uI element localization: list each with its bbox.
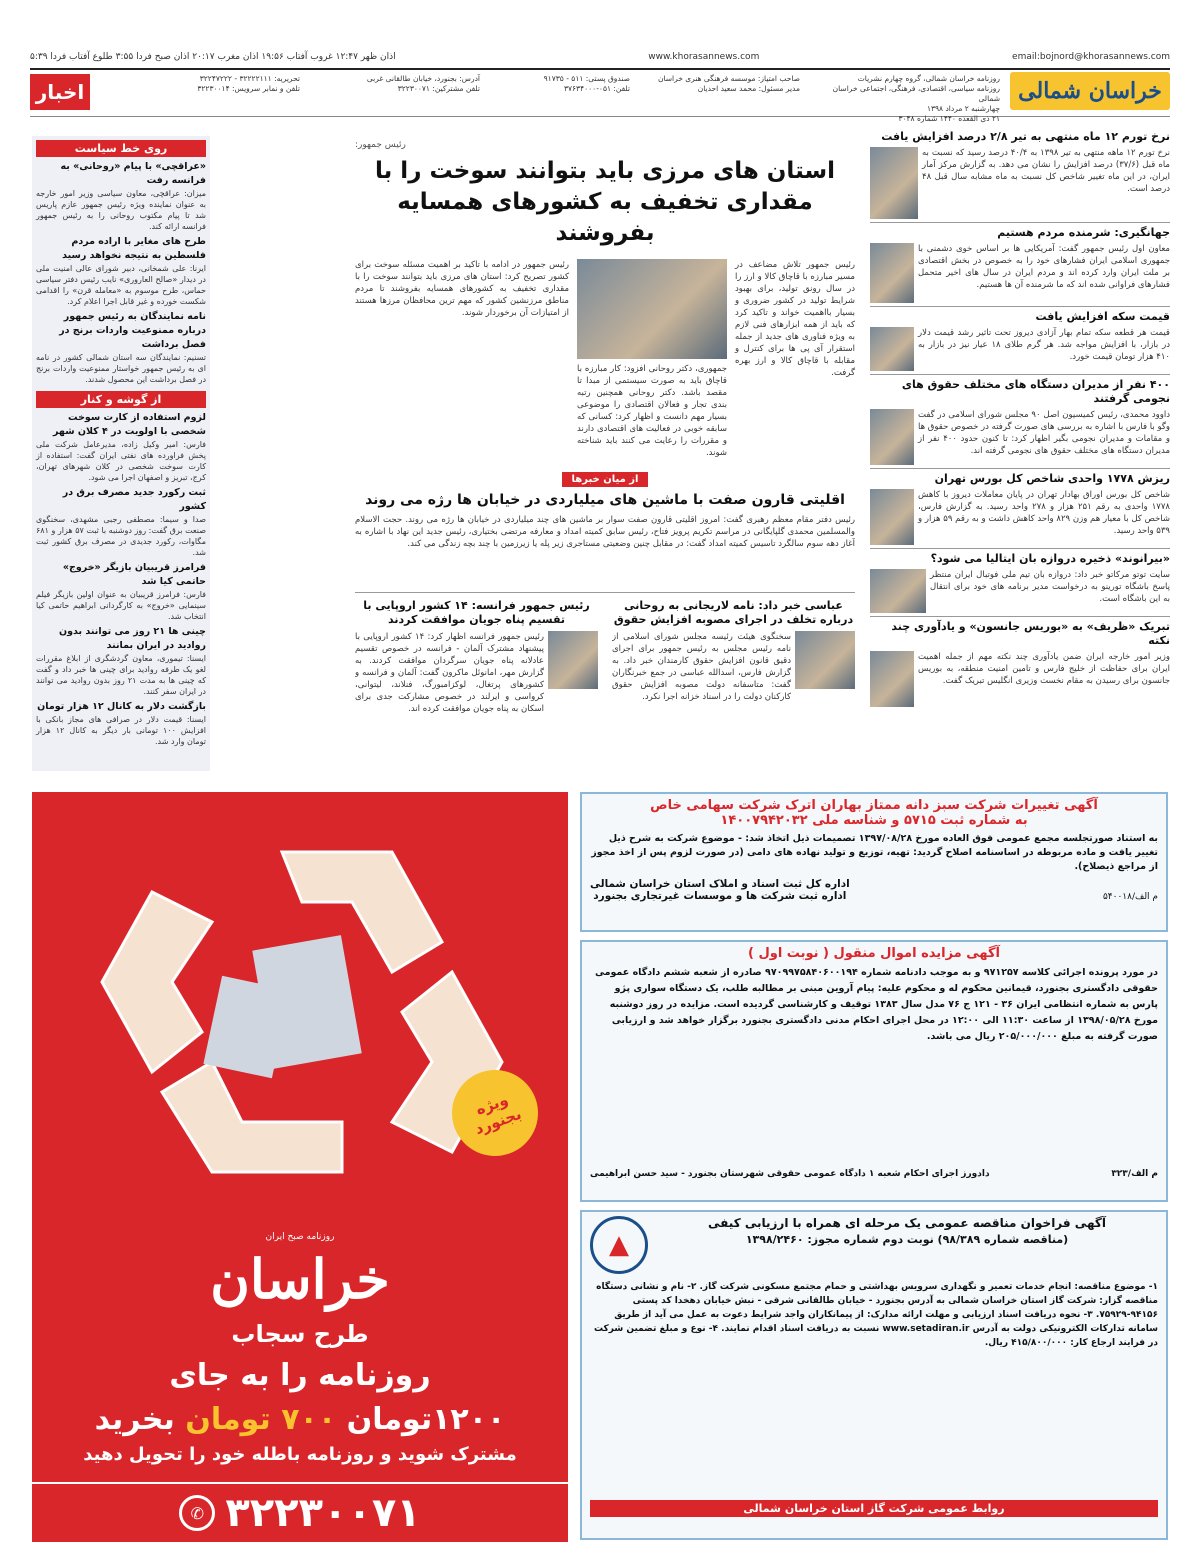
- masthead-info-2: صاحب امتیاز: موسسه فرهنگی هنری خراسان مدیر مسئول: محمد سعید احدیان: [657, 74, 800, 93]
- buy-text: بخرید: [94, 1402, 175, 1437]
- notice-title: آگهی تغییرات شرکت سبز دانه ممتاز بهاران اترک شرکت سهامی خاص: [650, 798, 1098, 813]
- news-photo: [870, 327, 914, 371]
- brief-title[interactable]: «عراقچی» با پیام «روحانی» به فرانسه رفت: [60, 161, 206, 186]
- sub-headline[interactable]: اقلیتی قارون صفت با ماشین های میلیاردی در خیابان ها رژه می روند: [365, 492, 845, 508]
- khorasan-logo: خراسان: [210, 1247, 390, 1311]
- tag-label: از میان خبرها: [562, 472, 649, 487]
- notice-sub: به شماره ثبت ۵۷۱۵ و شناسه ملی ۱۴۰۰۷۹۴۲۰۳۲: [720, 813, 1028, 828]
- brief-text: میزان: عراقچی، معاون سیاسی وزیر امور خارجه به عنوان نماینده ویژه رئیس جمهور عازم پاریس شد تا پیام مکتوب روحانی را به رئیس جمهور فرانسه ارائه کند.: [36, 189, 206, 231]
- brief-text: ایرنا: علی شمخانی، دبیر شورای عالی امنیت ملی در دیدار «صالح العاروری» نایب رئیس دفتر سیاسی حماس، طرح موسوم به «معامله قرن» را اقدامی شکست خورده و غیر قابل اجرا اعلام کرد.: [36, 264, 206, 306]
- tender-sub: (مناقصه شماره ۹۸/۳۸۹) نوبت دوم شماره مجوز: ۱۳۹۸/۲۴۶۰: [745, 1233, 1069, 1246]
- news-text: قیمت هر قطعه سکه تمام بهار آزادی دیروز تحت تاثیر رشد قیمت دلار در بازار، با افزایش مواجه شد. هر گرم طلای ۱۸ عیار نیز در بازار به ۴۱۰ هزار تومان قیمت خورد.: [918, 328, 1170, 362]
- brief-text: فارس: فرامرز قریبیان به عنوان اولین بازیگر فیلم سینمایی «خروج» به کارگردانی ابراهیم حاتمی کیا انتخاب شد.: [36, 590, 206, 621]
- ad-line-1: روزنامه را به جای: [169, 1358, 431, 1393]
- masthead-info-4: آدرس: بجنورد، خیابان طالقانی غربی تلفن مشترکین: ۳۲۲۳۰۰۷۱: [366, 74, 480, 93]
- special-badge: ویژه بجنورد: [440, 1058, 550, 1168]
- story-photo: [795, 631, 855, 689]
- brief-title[interactable]: بازگشت دلار به کانال ۱۲ هزار تومان: [37, 701, 206, 712]
- lead-col-3: رئیس جمهور در ادامه با تاکید بر اهمیت مسئله سوخت برای کشور تصریح کرد: استان های مرزی باید بتوانند سوخت را با مقداری تخفیف به کشورهای همسایه بفروشند تا مردم مناطق مرزنشین کشور که مهم ترین محافظان مرزها هستند از امتیازات آن برخوردار شوند.: [355, 260, 569, 318]
- news-photo: [870, 489, 914, 545]
- left-column: [32, 136, 210, 771]
- news-photo: [870, 243, 914, 303]
- news-title[interactable]: ریزش ۱۷۷۸ واحدی شاخص کل بورس تهران: [934, 472, 1170, 485]
- section-title: روی خط سیاست: [36, 140, 206, 157]
- news-title[interactable]: ۴۰۰ نفر از مدیران دستگاه های مختلف حقوق های نجومی گرفتند: [901, 378, 1170, 405]
- masthead-info-3: صندوق پستی: ۵۱۱ - ۹۱۷۳۵ تلفن: ۰۵۱-۳۷۶۳۴۰۰۰: [543, 74, 630, 93]
- news-photo: [870, 569, 926, 613]
- news-text: سایت توتو مرکاتو خبر داد: دروازه بان تیم ملی فوتبال ایران منتظر پاسخ باشگاه تورینو به درخواست مدیر برنامه های خود برای انتقال به این باشگاه است.: [930, 570, 1170, 604]
- new-price: ۷۰۰ تومان: [185, 1402, 337, 1437]
- auction-text: در مورد پرونده اجرائی کلاسه ۹۷۱۲۵۷ و به موجب دادنامه شماره ۹۷۰۹۹۷۵۸۴۰۶۰۰۱۹۴ صادره از شعبه ششم دادگاه عمومی حقوقی دادگستری بجنورد، قیمانین محکوم له و محکوم علیه: پیام آروین مبنی بر مطالبه طلب، یک دستگاه سواری پژو پارس به شماره انتظامی ایران ۳۶ - ۱۲۱ ج ۷۶ مدل سال ۱۳۸۳ توقیف و کارشناسی گردیده است. مزایده در روز دوشنبه مورخ ۱۳۹۸/۰۵/۲۸ از ساعت ۱۱:۳۰ الی ۱۲:۰۰ در محل اجرای احکام مدنی دادگستری بجنورد برگزار خواهد شد و ارزیابی صورت گرفته به مبلغ ۲۰۵/۰۰۰/۰۰۰ ریال می باشد.: [594, 967, 1158, 1042]
- story-title[interactable]: رئیس جمهور فرانسه: ۱۴ کشور اروپایی با تقسیم پناه جویان موافقت کردند: [363, 599, 590, 626]
- story-text: رئیس جمهور فرانسه اظهار کرد: ۱۴ کشور اروپایی با پیشنهاد مشترک آلمان - فرانسه در خصوص تقسیم عادلانه پناه جویان سرگردان موافقت کردند. به گزارش مهر، امانوئل ماکرون گفت: آلمان و فرانسه و کشورهای پرتغال، لوکزامبورگ، فنلاند، لیتوانی، کرواسی و ایرلند در خصوص مشارکت جدی برای اسکان به پناه جویان موافقت کرده اند.: [355, 632, 544, 714]
- kicker: رئیس جمهور:: [355, 140, 406, 150]
- logo-caption: روزنامه صبح ایران: [265, 1232, 335, 1242]
- brief-text: صدا و سیما: مصطفی رجبی مشهدی، سخنگوی صنعت برق گفت: روز دوشنبه با ثبت ۵۷ هزار و ۶۸۱ مگاوات، رکورد جدیدی در مصرف برق کشور ثبت شد.: [36, 515, 206, 557]
- notice-sign-2: اداره ثبت شرکت ها و موسسات غیرتجاری بجنورد: [593, 890, 847, 902]
- phone-icon: ✆: [179, 1495, 215, 1531]
- sub-text: رئیس دفتر مقام معظم رهبری گفت: امروز اقلیتی قارون صفت سوار بر ماشین های چند میلیاردی در خیابان ها رژه می روند. حجت الاسلام والمسلمین محمدی گلپایگانی در مراسم تکریم پرویز فتاح، رئیس سابق کمیته امداد و معارفه مرتضی بختیاری، رئیس جدید این نهاد با اشاره به آغاز دهه سوم سالگرد تاسیس کمیته امداد گفت: در مقابل چنین وضعیتی مستاجری زیر پله یا زیرزمین با چند بچه زندگی می کند.: [355, 515, 855, 549]
- brief-title[interactable]: نامه نمایندگان به رئیس جمهور درباره ممنوعیت واردات برنج در فصل برداشت: [59, 311, 206, 350]
- news-text: شاخص کل بورس اوراق بهادار تهران در پایان معاملات دیروز با کاهش ۱۷۷۸ واحدی به رقم ۲۵۱ هزار و ۲۷۸ واحد رسید. به گزارش فارس، شاخص کل با معیار هم وزن ۸۲۹ واحد کاهش داشت و به رقم ۵۹ هزار و ۵۳۹ واحد رسید.: [918, 490, 1170, 536]
- tender-title: آگهی فراخوان مناقصه عمومی یک مرحله ای همراه با ارزیابی کیفی: [708, 1216, 1106, 1230]
- news-text: داوود محمدی، رئیس کمیسیون اصل ۹۰ مجلس شورای اسلامی در گفت وگو با فارس با اشاره به بررسی های صورت گرفته در خصوص حقوق ها و مقامات و مدیران نجومی بگیر اظهار کرد: تا کنون حدود ۴۰۰ نفر از مدیران دستگاه های مختلف حقوق های نجومی گرفته اند.: [918, 410, 1170, 456]
- news-photo: [870, 147, 918, 219]
- news-text: وزیر امور خارجه ایران ضمن یادآوری چند نکته مهم از جمله اهمیت ایران برای حفاظت از خلیج فارس و تامین امنیت منطقه، به بوریس جانسون برای رسیدن به مقام نخست وزیری انگلیس تبریک گفت.: [918, 652, 1170, 686]
- ad-price-line: [32, 1402, 568, 1437]
- brief-text: تسنیم: نمایندگان سه استان شمالی کشور در نامه ای به رئیس جمهور خواستار ممنوعیت واردات برنج در فصل برداشت این محصول شدند.: [36, 353, 206, 384]
- auction-code: م الف/۳۲۳: [1111, 1169, 1158, 1179]
- lead-col-1: رئیس جمهور تلاش مضاعف در مسیر مبارزه با قاچاق کالا و ارز را در سال رونق تولید، برای بهبود شرایط تولید در کشور ضروری و بسیار بااهمیت خواند و تاکید کرد که باید از همه ابزارهای فنی لازم به ویژه فناوری های جدید از جمله استقرار آی پی ها برای کنترل و مقابله با قاچاق کالا و ارز بهره گرفت.: [735, 260, 855, 378]
- section-tag: اخبار: [30, 74, 90, 110]
- president-photo: [577, 259, 727, 359]
- masthead-info-1: روزنامه خراسان شمالی، گروه چهارم نشریات روزنامه سیاسی، اقتصادی، فرهنگی، اجتماعی خراسان شمالی چهارشنبه ۲ مرداد ۱۳۹۸ ۲۱ ذی القعده ۱۴۴۰ شماره ۳۰۴۸: [832, 74, 1000, 123]
- auction-sign: دادورز اجرای احکام شعبه ۱ دادگاه عمومی حقوقی شهرستان بجنورد - سید حسن ابراهیمی: [590, 1169, 990, 1179]
- old-price: ۱۲۰۰تومان: [346, 1402, 506, 1437]
- brief-title[interactable]: چینی ها ۲۱ روز می توانند بدون روادید در ایران بمانند: [59, 626, 206, 651]
- story-text: سخنگوی هیئت رئیسه مجلس شورای اسلامی از نامه رئیس مجلس به رئیس جمهور برای اجرای دقیق قانون افزایش حقوق کارمندان خبر داد. به گزارش فارس، اسدالله عباسی در جمع خبرنگاران گفت: متاسفانه دولت مصوبه افزایش حقوق کارکنان دولت را در اسناد خزانه اجرا نکرد.: [612, 632, 791, 702]
- gas-company-logo: ▲: [590, 1216, 648, 1274]
- brief-text: ایسنا: تیموری، معاون گردشگری از ابلاغ مقررات لغو یک طرفه روادید برای چینی ها خبر داد و گفت که چینی ها به مدت ۲۱ روز بدون روادید می توانند در ایران سفر کنند.: [36, 654, 206, 696]
- brief-title[interactable]: لزوم استفاده از کارت سوخت شخصی با اولویت در ۴ کلان شهر: [53, 412, 206, 437]
- brief-text: ایسنا: قیمت دلار در صرافی های مجاز بانکی با افزایش ۱۰۰ تومانی بار دیگر به کانال ۱۲ هزار تومان وارد شد.: [36, 715, 207, 746]
- story-title[interactable]: عباسی خبر داد: نامه لاریجانی به روحانی درباره تخلف در اجرای مصوبه افزایش حقوق: [613, 599, 854, 626]
- tender-notice: [580, 1210, 1168, 1540]
- masthead: [30, 68, 1170, 123]
- phone-number[interactable]: ۳۲۲۳۰۰۷۱: [225, 1490, 421, 1536]
- subscription-ad[interactable]: [32, 792, 568, 1482]
- main-headline[interactable]: استان های مرزی باید بتوانند سوخت را با مقداری تخفیف به کشورهای همسایه بفروشند: [375, 158, 835, 246]
- news-text: نرخ تورم ۱۲ ماهه منتهی به تیر ۱۳۹۸ به ۴۰/۴ درصد رسید که نسبت به ماه قبل (۳۷/۶) درصد افزایش را نشان می دهد. به گزارش مرکز آمار ایران، در این ماه تغییر شاخص کل نسبت به ماه مشابه سال قبل ۴۸ درصد است.: [922, 148, 1171, 194]
- brief-title[interactable]: طرح های مغایر با اراده مردم فلسطین به نتیجه نخواهد رسید: [62, 236, 206, 261]
- plan-name: طرح سجاب: [231, 1320, 369, 1348]
- brief-text: فارس: امیر وکیل زاده، مدیرعامل شرکت ملی پخش فراورده های نفتی ایران گفت: استفاده از کارت سوخت شخصی در کلان شهرهای تهران، کرج، تبریز و اصفهان اجرا می شود.: [36, 440, 206, 482]
- tender-text: ۱- موضوع مناقصه: انجام خدمات تعمیر و نگهداری سرویس بهداشتی و حمام مجتمع مسکونی شرکت گاز. ۲- نام و نشانی دستگاه مناقصه گزار: شرکت گاز استان خراسان شمالی به آدرس بجنورد - خیابان طالقانی شرقی - نبش خیابان دهخدا کد پستی ۹۴۱۵۶-۷۵۹۲۹. ۳- نحوه دریافت اسناد ارزیابی و مهلت ارائه مدارک: از پیمانکاران واجد شرایط دعوت به عمل می آید از طریق سامانه تدارکات الکترونیکی دولت به آدرس www.setadiran.ir نسبت به دریافت اسناد اقدام نمایند. ۴- نوع و مبلغ تضمین شرکت در فرایند ارجاع کار: ۴۱۵/۸۰۰/۰۰۰ ریال.: [594, 1282, 1158, 1348]
- notice-code: م الف/۵۴۰۰۱۸: [1102, 892, 1158, 902]
- site-link[interactable]: www.khorasannews.com: [648, 52, 760, 62]
- news-title[interactable]: تبریک «ظریف» به «بوریس جانسون» و یادآوری چند نکته: [891, 620, 1170, 647]
- tender-footer: روابط عمومی شرکت گاز استان خراسان شمالی: [590, 1500, 1158, 1517]
- recycle-icon: [92, 832, 512, 1212]
- brief-title[interactable]: فرامرز قریبیان بازیگر «خروج» حاتمی کیا شد: [62, 562, 206, 587]
- news-title[interactable]: «بیرانوند» ذخیره دروازه بان ایتالیا می شود؟: [930, 552, 1170, 565]
- story-photo: [548, 631, 598, 689]
- auction-title: آگهی مزایده اموال منقول ( نوبت اول ): [748, 946, 1000, 961]
- email-link[interactable]: email:bojnord@khorasannews.com: [1012, 52, 1170, 62]
- news-photo: [870, 409, 914, 465]
- top-info-bar: [30, 52, 1170, 66]
- news-title[interactable]: نرخ تورم ۱۲ ماه منتهی به تیر ۲/۸ درصد افزایش یافت: [881, 130, 1170, 143]
- masthead-info-5: تحریریه: ۳۲۲۲۲۱۱۱ - ۳۲۲۴۷۲۲۲ تلفن و نمابر سرویس: ۳۲۲۳۰۰۱۴: [197, 74, 300, 93]
- ad-line-3: مشترک شوید و روزنامه باطله خود را تحویل دهید: [83, 1444, 517, 1465]
- auction-notice: [580, 940, 1168, 1202]
- notice-text: به استناد صورتجلسه مجمع عمومی فوق العاده مورخ ۱۳۹۷/۰۸/۲۸ تصمیمات ذیل اتخاذ شد: - موضوع شرکت به شرح ذیل تغییر یافت و ماده مربوطه در اساسنامه اصلاح گردید: تهیه، توزیع و تولید نهاده های دامی (در صورت لزوم پس از اخذ مجوز از مراجع ذیصلاح).: [591, 833, 1158, 872]
- center-column: [355, 140, 855, 770]
- brand-logo[interactable]: خراسان شمالی: [1010, 72, 1170, 110]
- news-text: معاون اول رئیس جمهور گفت: آمریکایی ها بر اساس خوی دشمنی با جمهوری اسلامی ایران فشارهای خود را به خصوص در بخش اقتصادی بر ملت ایران وارد کرده اند و مردم ایران در سال های اخیر متحمل فشارهای فراوانی شده اند که ما شرمنده آن ها هستیم.: [918, 244, 1170, 290]
- registration-notice: [580, 792, 1168, 932]
- news-photo: [870, 651, 914, 707]
- notice-sign-1: اداره کل ثبت اسناد و املاک استان خراسان شمالی: [590, 878, 850, 890]
- news-title[interactable]: جهانگیری: شرمنده مردم هستیم: [997, 226, 1170, 239]
- prayer-times: اذان ظهر ۱۲:۴۷ غروب آفتاب ۱۹:۵۶ اذان مغرب ۲۰:۱۷ اذان صبح فردا ۳:۵۵ طلوع آفتاب فردا ۵:۳۹: [30, 52, 396, 62]
- news-title[interactable]: قیمت سکه افزایش یافت: [1035, 310, 1170, 323]
- brief-title[interactable]: ثبت رکورد جدید مصرف برق در کشور: [62, 487, 206, 512]
- section-title: از گوشه و کنار: [36, 391, 206, 408]
- phone-strip[interactable]: [32, 1482, 568, 1542]
- lead-col-2: جمهوری، دکتر روحانی افزود: کار مبارزه با قاچاق باید به صورت سیستمی از مبدا تا مقصد باشد. دکتر روحانی همچنین رتبه بندی تجار و فعالان اقتصادی را موضوعی بسیار مهم دانست و اظهار کرد: کسانی که سابقه خوبی در فعالیت های اقتصادی دارند و مقررات را رعایت می کنند باید شناخته شوند.: [577, 364, 727, 458]
- right-news-column: [870, 130, 1170, 770]
